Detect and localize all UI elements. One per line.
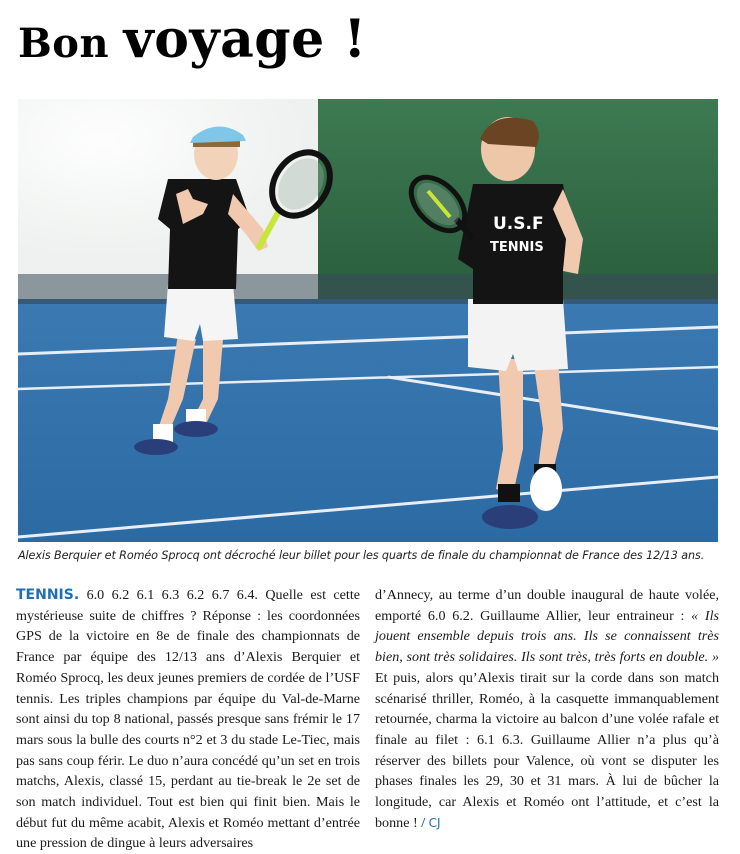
article-column-right [375,585,719,833]
article-body-right-2: Et puis, alors qu’Alexis tirait sur la corde dans son match scénarisé thriller, Roméo, à la casquette immanquablement retournée, charma la victoire au balcon d’une volée rafale et finale au filet : 6.1 6.3. Guillaume Allier n’a plus qu’à réserver des billets pour Valence, où vont se disputer les phases finales les 29, 30 et 31 mars. À lui de bûcher la longitude, car Alexis et Roméo ont l’attitude, et c’est la bonne ! [375,669,719,831]
article-paragraph-right [375,585,719,833]
signature-separator: / [417,814,429,831]
headline-part2: voyage ! [123,9,367,70]
article-body-right-1: d’Annecy, au terme d’un double inaugural de haute volée, emporté 6.0 6.2. Guillaume Allier, leur entraineur : [375,587,719,624]
shirt-text-1: U.S.F [493,214,544,234]
article-paragraph-left [16,585,360,854]
shirt-text-2: TENNIS [490,240,544,255]
headline [18,9,367,70]
article-body-left: 6.0 6.2 6.1 6.3 6.2 6.7 6.4. Quelle est cette mystérieuse suite de chiffres ? Réponse : les coordonnées GPS de la victoire en 8e de finale des championnats de France par équipe des 12/13 ans d’Alexis Berquier et Roméo Sprocq, les deux jeunes premiers de cordée de l’USF tennis. Les triples champions par équipe du Val-de-Marne sont ainsi du top 8 national, passés presque sans frémir le 17 mars sous la bulle des courts n°2 et 3 du stade Le-Tiec, mais pas sans coup férir. Le duo n’aura concédé qu’un set en trois matchs, Alexis, classé 15, perdant au tie-break le 2e set de son match individuel. Tout est bien qui finit bien. Mais le début fut du même acabit, Alexis et Roméo mettant d’entrée une pression de dingue à leurs adversaires [16,587,360,852]
article-column-left [16,585,360,854]
article-quote: « Ils jouent ensemble depuis trois ans. Ils se connaissent très bien, sont très solidaires. Ils sont très, très forts en double. » [375,607,719,666]
tennis-photo [18,99,718,542]
headline-part1: Bon [18,20,124,67]
tennis-photo-illustration [18,99,718,542]
article-kicker: TENNIS. [16,587,80,603]
article-signature: CJ [428,815,441,830]
photo-caption: Alexis Berquier et Roméo Sprocq ont décroché leur billet pour les quarts de finale du championnat de France des 12/13 ans. [18,549,705,562]
